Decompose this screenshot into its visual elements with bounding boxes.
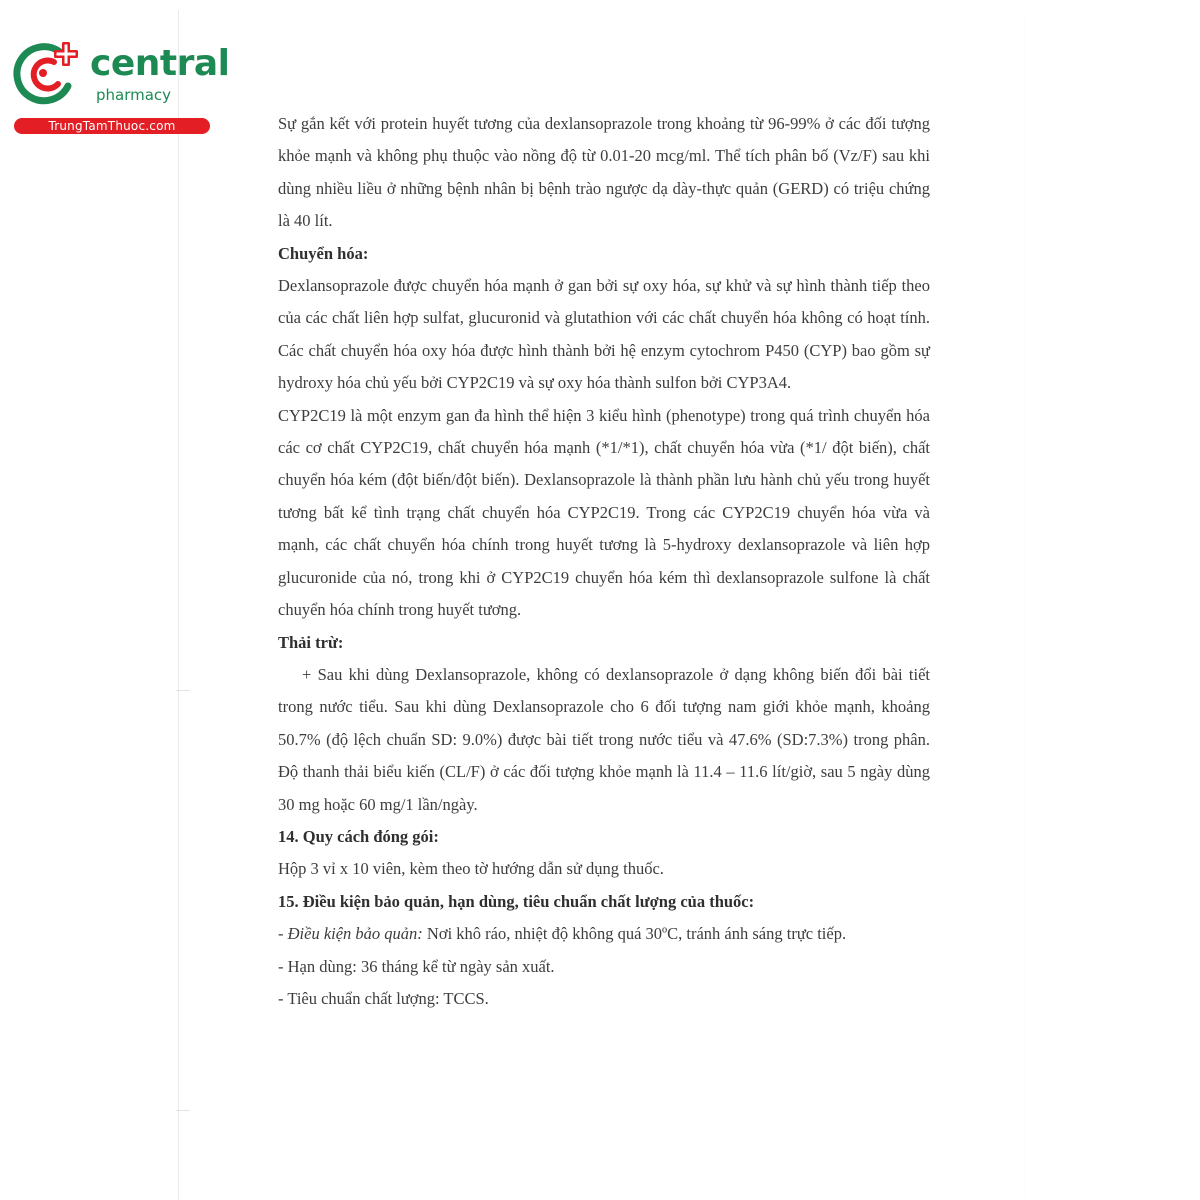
metabolism-paragraph-1: Dexlansoprazole được chuyển hóa mạnh ở gan bởi sự oxy hóa, sự khử và sự hình thành tiếp theo của các chất liên hợp sulfat, glucuronid và glutathion với các chất chuyển hóa không có hoạt tính. Các chất chuyển hóa oxy hóa được hình thành bởi hệ enzym cytochrom P450 (CYP) bao gồm sự hydroxy hóa chủ yếu bởi CYP2C19 và sự oxy hóa thành sulfon bởi CYP3A4. [278,276,930,393]
page-edge-mark [176,690,190,691]
pharmacy-cross-logo-icon [10,38,90,108]
elimination-heading: Thải trừ: [278,632,344,652]
storage-text: Nơi khô ráo, nhiệt độ không quá 30ºC, tránh ánh sáng trực tiếp. [422,924,847,944]
storage-heading: 15. Điều kiện bảo quản, hạn dùng, tiêu chuẩn chất lượng của thuốc: [278,891,755,911]
document-body [278,108,930,1015]
storage-label: - Điều kiện bảo quản: [278,924,423,944]
metabolism-paragraph-2: CYP2C19 là một enzym gan đa hình thể hiện 3 kiểu hình (phenotype) trong quá trình chuyển hóa các cơ chất CYP2C19, chất chuyển hóa mạnh (*1/*1), chất chuyển hóa vừa (*1/ đột biến), chất chuyển hóa kém (đột biến/đột biến). Dexlansoprazole là thành phần lưu hành chủ yếu trong huyết tương bất kể tình trạng chất chuyển hóa CYP2C19. Trong các CYP2C19 chuyển hóa vừa và mạnh, các chất chuyển hóa chính trong huyết tương là 5-hydroxy dexlansoprazole và liên hợp glucuronide của nó, trong khi ở CYP2C19 chuyển hóa kém thì dexlansoprazole sulfone là chất chuyển hóa chính trong huyết tương. [278,405,930,620]
brand-name: central [90,43,230,84]
central-pharmacy-logo[interactable] [10,38,230,138]
distribution-paragraph: Sự gắn kết với protein huyết tương của dexlansoprazole trong khoảng từ 96-99% ở các đối tượng khỏe mạnh và không phụ thuộc vào nồng độ từ 0.01-20 mcg/ml. Thể tích phân bố (Vz/F) sau khi dùng nhiều liều ở những bệnh nhân bị bệnh trào ngược dạ dày-thực quản (GERD) có triệu chứng là 40 lít. [278,114,930,231]
packaging-heading: 14. Quy cách đóng gói: [278,826,439,846]
shelf-life-line: - Hạn dùng: 36 tháng kể từ ngày sản xuất. [278,956,555,976]
brand-subtitle: pharmacy [96,86,172,104]
metabolism-heading: Chuyển hóa: [278,243,369,263]
elimination-paragraph: + Sau khi dùng Dexlansoprazole, không có dexlansoprazole ở dạng không biến đổi bài tiết trong nước tiểu. Sau khi dùng Dexlansoprazole cho 6 đối tượng nam giới khỏe mạnh, khoảng 50.7% (độ lệch chuẩn SD: 9.0%) được bài tiết trong nước tiểu và 47.6% (SD:7.3%) trong phân. Độ thanh thải biểu kiến (CL/F) ở các đối tượng khỏe mạnh là 11.4 – 11.6 lít/giờ, sau 5 ngày dùng 30 mg hoặc 60 mg/1 lần/ngày. [278,664,930,814]
quality-standard-line: - Tiêu chuẩn chất lượng: TCCS. [278,988,489,1008]
storage-line [278,918,930,950]
brand-url[interactable]: TrungTamThuoc.com [14,118,210,134]
packaging-text: Hộp 3 vỉ x 10 viên, kèm theo tờ hướng dẫn sử dụng thuốc. [278,859,664,879]
page-edge-mark [176,1110,190,1111]
